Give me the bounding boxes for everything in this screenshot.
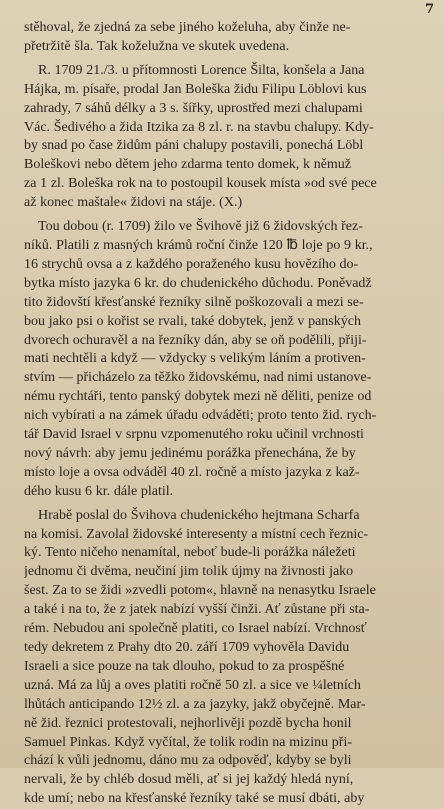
page-number: 7 [424, 2, 434, 17]
text-line: ký. Tento ničeho nenamítal, neboť bude-li porážka náležeti [24, 545, 356, 561]
text-line: šest. Za to se židi »zvedli potom«, hlavně na nenasytku Israele [24, 583, 376, 599]
text-line: Hájka, m. písaře, prodal Jan Boleška židu Filipu Löblovi kus [24, 81, 367, 97]
text-line: nému rychtáři, tento panský dobytek mezi ně děliti, penize od [24, 389, 372, 405]
text-line: chází k vůli jednomu, dáno mu za odpověď, kdyby se byli [24, 753, 352, 769]
text-line: mati nechtěli a když — vždycky s velikým láním a protiven- [24, 351, 366, 367]
text-line: stěhoval, že zjedná za sebe jiného koželuha, aby činže ne- [24, 20, 351, 35]
text-line: Tou dobou (r. 1709) žilo ve Švihově již 6 židovských řez- [38, 219, 363, 235]
text-line: tedy dekretem z Prahy dto 20. září 1709 vyhověla Davidu [24, 640, 350, 655]
text-line: tito židovští křesťanské řezníky silně poškozovali a mezi se- [24, 294, 364, 310]
text-line: bou jako psi o kořist se rvali, také dobytek, jenž v panských [24, 313, 361, 329]
text-line: lhůtách anticipando 12½ zl. a za jazyky, jakž obyčejně. Mar- [24, 696, 366, 712]
text-line: nich vybírati a na zámek úřadu odváděti; proto tento žid. rych- [24, 408, 377, 424]
paragraph [24, 218, 430, 502]
text-line: by snad po čase židům páni chalupy postavili, ponechá Löbl [24, 138, 364, 154]
text-line: Boleškovi nebo dětem jeho zdarma tento domek, k němuž [24, 157, 352, 173]
text-line: za 1 zl. Boleška rok na to postoupil kousek místa »od své pece [24, 176, 377, 192]
text-line: jednomu či dvěma, neučiní jim tolik újmy na živnosti jako [24, 564, 354, 580]
paragraph [24, 62, 430, 213]
text-line: dvorech ochuravěl a na řezníky dán, aby se oň podělili, přiji- [24, 332, 367, 348]
text-line: nový návrh: aby jemu jedinému porážka přenechána, že by [24, 445, 356, 461]
text-line: nervali, že by chléb dosud měli, ať si jej každý hledá nyní, [24, 772, 354, 788]
text-line: uzná. Má za lůj a oves platiti ročně 50 zl. a sice ve ¼letních [24, 677, 361, 693]
text-line: bytka místo jazyka 6 kr. do chudenického důchodu. Poněvadž [24, 275, 372, 291]
text-line: na komisi. Zavolal židovské interesenty a místní cech řeznic- [24, 526, 369, 542]
text-line: níků. Platili z masných krámů roční činže 120 ℔ loje po 9 kr., [24, 237, 373, 253]
text-line: zahrady, 7 sáhů délky a 3 s. šířky, uprostřed mezi chalupami [24, 100, 363, 116]
text-line: R. 1709 21./3. u přítomnosti Lorence Šilta, konšela a Jana [38, 62, 365, 78]
text-line: kde umí; nebo na křesťanské řezníky také se musí dbáti, aby [24, 791, 365, 807]
paragraph [24, 19, 430, 57]
text-line: Hrabě poslal do Švihova chudenického hejtmana Scharfa [38, 507, 360, 523]
text-line: Israeli a sice pouze na tak dlouho, pokud to za prospěšné [24, 658, 345, 674]
text-line: a také i na to, že z jatek nabízí vyšší činži. Ať zůstane při sta- [24, 602, 370, 618]
text-line: až konec maštale« židovi na stáje. (X.) [24, 195, 243, 211]
text-line: Samuel Pinkas. Když vyčítal, že tolik rodin na mizinu při- [24, 734, 353, 750]
text-line: rém. Nebudou ani společně platiti, co Israel nabízí. Vrchnosť [24, 621, 367, 637]
text-line: ně žid. řeznici protestovali, nejhorlivěji pozdě bycha honil [24, 715, 352, 731]
text-line: Vác. Šedivého a žida Itzika za 8 zl. r. na stavbu chalupy. Kdy- [24, 119, 374, 135]
text-line: místo loje a ovsa odváděl 40 zl. ročně a místo jazyka z kaž- [24, 464, 360, 480]
text-line: přetržitě šla. Tak koželužna ve skutek uvedena. [24, 38, 290, 54]
text-line: tář David Israel v srpnu vzpomenutého roku učinil vrchnosti [24, 427, 364, 443]
text-line: dého kusu 6 kr. dále platil. [24, 483, 174, 499]
text-line: stvím — přicházelo za těžko židovskému, nad nimi ustanove- [24, 370, 372, 386]
text-line: 16 strychů ovsa a z každého poraženého kusu hovězího do- [24, 256, 359, 272]
paragraph [24, 507, 430, 809]
body-text [24, 19, 430, 809]
